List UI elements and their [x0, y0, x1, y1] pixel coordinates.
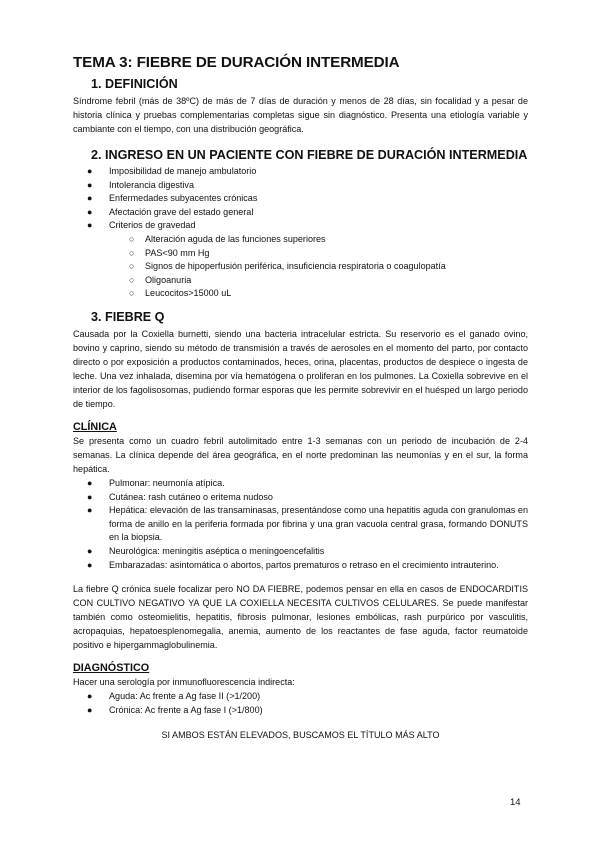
fiebre-q-paragraph: Causada por la Coxiella burnetti, siendo una bacteria intracelular estricta. Su reservorio es el ganado ovino, bovino y caprino, siendo su método de transmisión a través de aerosoles en el momento del parto, por contacto directo o por exposición a productos contaminados, heces, orina, placentas, productos de despiece o ingesta de leche. Una vez inhalada, disemina por vía hematógena o proliferan en los pulmones. La Coxiella sobrevive en el interior de los fagolisosomas, pudiendo formar esporas que les permite sobrevivir en el huésped un largo periodo de tiempo. [73, 328, 528, 409]
clinica-heading: CLÍNICA [73, 420, 117, 433]
list-item: ● Crónica: Ac frente a Ag fase I (>1/800) [73, 704, 528, 718]
circle-bullet-icon: ○ [129, 233, 135, 244]
bullet-icon: ● [87, 491, 93, 502]
bullet-icon: ● [87, 691, 93, 702]
list-item: ● Embarazadas: asintomática o abortos, partos prematuros o retraso en el crecimiento intrauterino. [73, 559, 528, 573]
gravedad-sublist [73, 233, 528, 301]
document-page [73, 54, 528, 740]
circle-bullet-icon: ○ [129, 247, 135, 258]
clinica-paragraph: Se presenta como un cuadro febril autolimitado entre 1-3 semanas con un periodo de incubación de 2-4 semanas. La clínica depende del área geográfica, en el norte predominan las neumonías y en el sur, la forma hepática. [73, 435, 528, 474]
bullet-icon: ● [87, 193, 93, 204]
bullet-icon: ● [87, 505, 93, 516]
list-item: ● Aguda: Ac frente a Ag fase II (>1/200) [73, 690, 528, 704]
list-item: ● Afectación grave del estado general [73, 206, 528, 220]
diagnostico-heading: DIAGNÓSTICO [73, 662, 150, 675]
bullet-icon: ● [87, 477, 93, 488]
bullet-icon: ● [87, 559, 93, 570]
list-item: ● Imposibilidad de manejo ambulatorio [73, 165, 528, 179]
bullet-icon: ● [87, 166, 93, 176]
section-heading-fiebre-q: 3. FIEBRE Q [91, 309, 165, 324]
list-item: ● Neurológica: meningitis aséptica o meningoencefalitis [73, 545, 528, 559]
list-item: ● Criterios de gravedad [73, 219, 528, 233]
bullet-icon: ● [87, 220, 93, 231]
clinica-list [73, 477, 528, 572]
sub-list-item: ○ Alteración aguda de las funciones superiores [73, 233, 528, 247]
page-title: TEMA 3: FIEBRE DE DURACIÓN INTERMEDIA [73, 54, 400, 71]
definicion-paragraph: Síndrome febril (más de 38ºC) de más de 7 días de duración y menos de 28 días, sin focalidad y a pesar de historia clínica y pruebas complementarias completas sigue sin diagnóstico. Presenta una etiología variable y cambiante con el tiempo, con una distribución geográfica. [73, 96, 528, 134]
bullet-icon: ● [87, 545, 93, 556]
diagnostico-note: SI AMBOS ESTÁN ELEVADOS, BUSCAMOS EL TÍTULO MÁS ALTO [161, 730, 440, 741]
list-item: ● Hepática: elevación de las transaminasas, presentándose como una hepatitis aguda con granulomas en forma de anillo en la periferia formada por fibrina y una gran vacuola central grasa, formando DONUTS en la biopsia. [87, 505, 528, 543]
sub-list-item: ○ Signos de hipoperfusión periférica, insuficiencia respiratoria o coagulopatía [73, 260, 528, 274]
circle-bullet-icon: ○ [129, 274, 135, 285]
list-item: ● Enfermedades subyacentes crónicas [73, 192, 528, 206]
sub-list-item: ○ Leucocitos>15000 uL [73, 287, 528, 301]
bullet-icon: ● [87, 704, 93, 715]
list-item: ● Intolerancia digestiva [73, 179, 528, 193]
circle-bullet-icon: ○ [129, 261, 135, 272]
diagnostico-list [73, 690, 528, 717]
ingreso-list [73, 165, 528, 233]
diagnostico-paragraph: Hacer una serología por inmunofluorescencia indirecta: [73, 677, 295, 688]
bullet-icon: ● [87, 179, 93, 190]
page-number: 14 [510, 797, 521, 808]
sub-list-item: ○ Oligoanuria [73, 274, 528, 288]
section-heading-ingreso: 2. INGRESO EN UN PACIENTE CON FIEBRE DE DURACIÓN INTERMEDIA [91, 148, 528, 162]
fiebre-q-cronica-paragraph: La fiebre Q crónica suele focalizar pero NO DA FIEBRE, podemos pensar en ella en casos de ENDOCARDITIS CON CULTIVO NEGATIVO YA QUE LA COXIELLA NECESITA CULTIVOS CELULARES. Se puede manifestar también como osteomielitis, hepatitis, fibrosis pulmonar, lesiones embólicas, rash purpúrico por vasculitis, acropaquias, hepatoesplenomegalia, anemia, aumento de los reactantes de fase aguda, factor reumatoide positivo e hipergammaglobulinemia. [73, 584, 528, 651]
list-item: ● Cutánea: rash cutáneo o eritema nudoso [73, 491, 528, 505]
section-heading-definicion: 1. DEFINICIÓN [91, 77, 178, 91]
circle-bullet-icon: ○ [129, 288, 135, 299]
list-item: ● Pulmonar: neumonía atípica. [73, 477, 528, 491]
sub-list-item: ○ PAS<90 mm Hg [73, 247, 528, 261]
bullet-icon: ● [87, 206, 93, 217]
spacer [73, 572, 528, 582]
